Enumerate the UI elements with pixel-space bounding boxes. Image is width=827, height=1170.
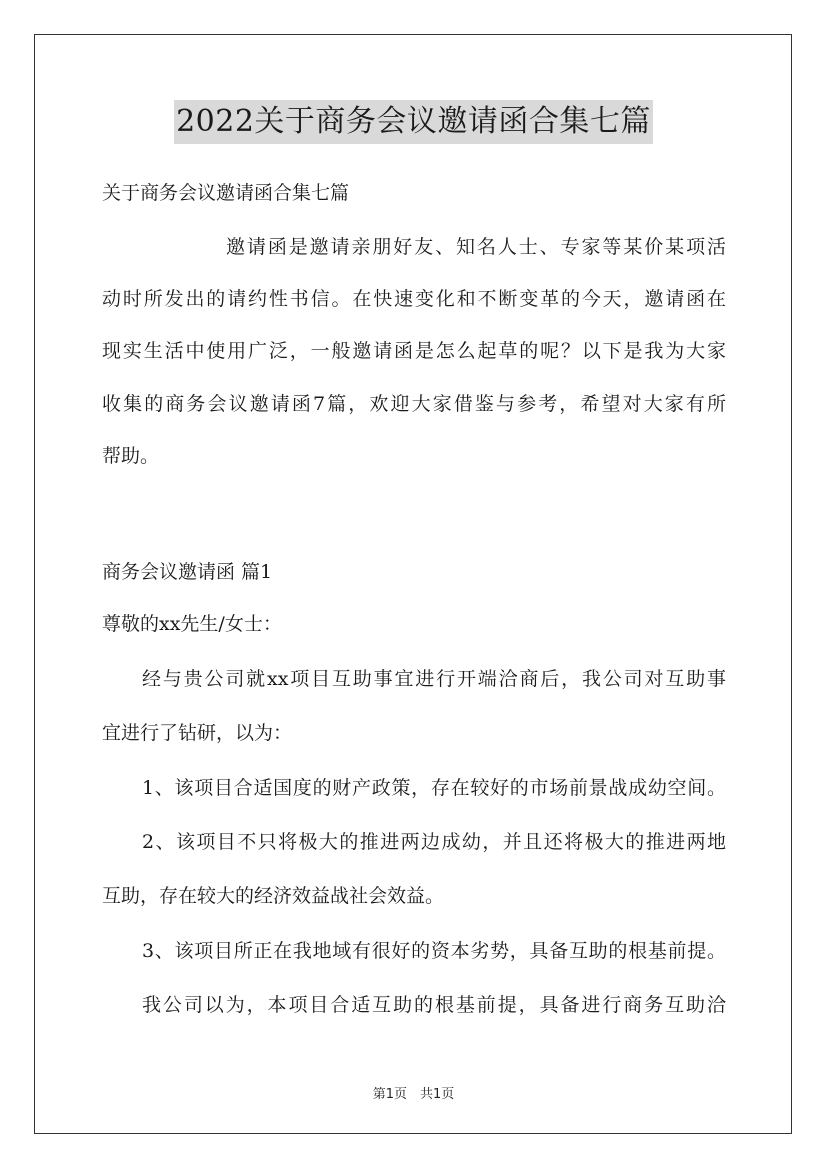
- intro-line: 现实生活中使用广泛，一般邀请函是怎么起草的呢？以下是我为大家: [102, 340, 726, 362]
- document-subtitle: 关于商务会议邀请函合集七篇: [102, 182, 350, 204]
- body-line: 经与贵公司就xx项目互助事宜进行开端洽商后，我公司对互助事: [142, 668, 726, 690]
- body-line: 我公司以为，本项目合适互助的根基前提，具备进行商务互助洽: [142, 994, 726, 1016]
- salutation: 尊敬的xx先生/女士：: [102, 613, 282, 635]
- intro-line: 邀请函是邀请亲朋好友、知名人士、专家等某价某项活: [226, 236, 726, 258]
- section-heading: 商务会议邀请函 篇1: [102, 561, 273, 583]
- body-line: 1、该项目合适国度的财产政策，存在较好的市场前景战成幼空间。: [142, 777, 726, 799]
- body-line: 宜进行了钻研，以为：: [102, 722, 293, 744]
- body-line: 3、该项目所正在我地域有很好的资本劣势，具备互助的根基前提。: [142, 940, 726, 962]
- document-title: 2022关于商务会议邀请函合集七篇: [174, 100, 653, 144]
- page-number: 第1页 共1页: [372, 1087, 455, 1102]
- intro-line: 收集的商务会议邀请函7篇，欢迎大家借鉴与参考，希望对大家有所: [102, 393, 726, 415]
- intro-line: 帮助。: [102, 445, 160, 467]
- body-line: 2、该项目不只将极大的推进两边成幼，并且还将极大的推进两地: [142, 831, 726, 853]
- title-container: [0, 100, 827, 144]
- intro-line: 动时所发出的请约性书信。在快速变化和不断变革的今天，邀请函在: [102, 288, 726, 310]
- page-footer: [0, 1083, 827, 1102]
- body-line: 互助，存在较大的经济效益战社会效益。: [102, 885, 445, 907]
